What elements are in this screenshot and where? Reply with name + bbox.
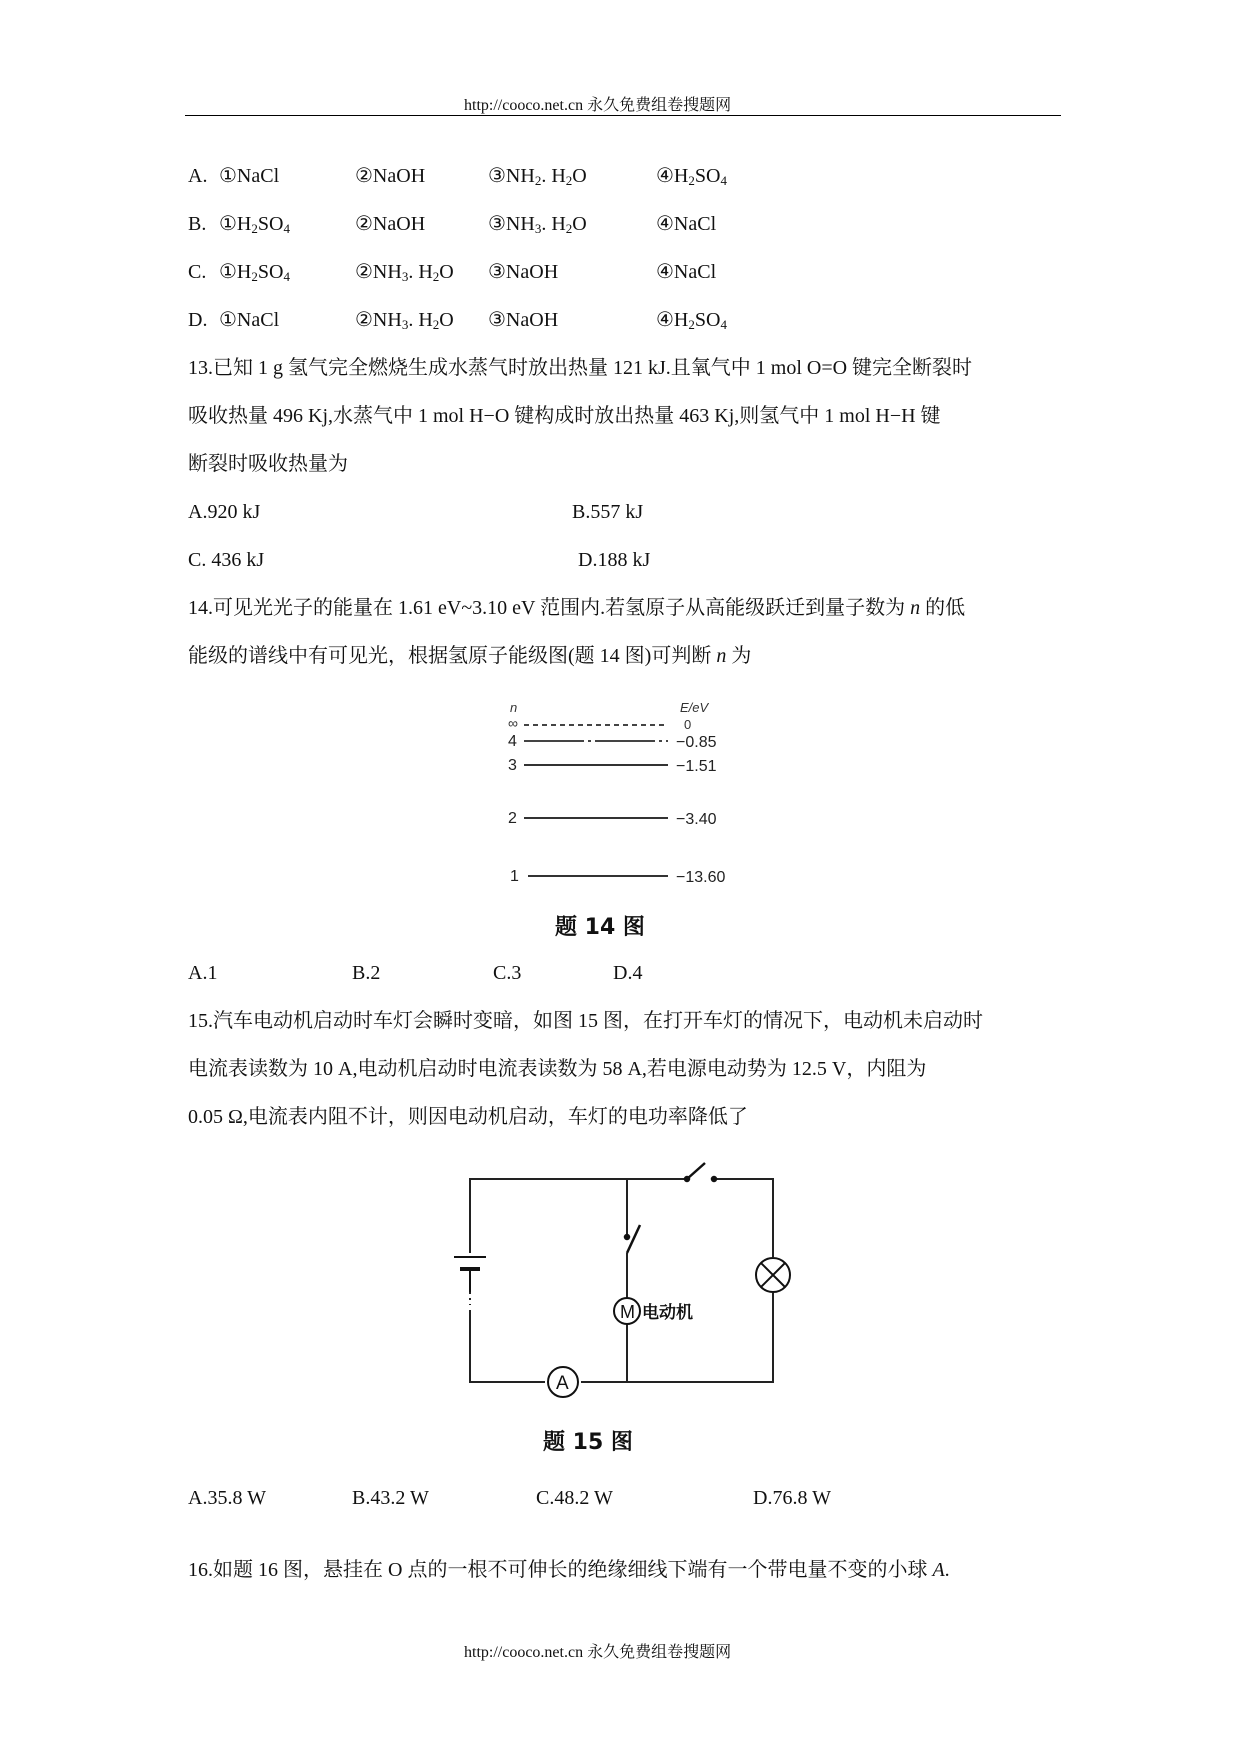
q12-a-c3: $③NH_2$. $H_2O$: [488, 165, 587, 188]
q12-b-c4: ④NaCl: [656, 213, 717, 235]
circuit-wires: [470, 1179, 773, 1382]
n-axis-label: n: [510, 700, 518, 715]
q13-option-b: B.557 kJ: [572, 501, 644, 523]
battery-icon: [454, 1257, 486, 1292]
q15-option-c: C.48.2 W: [536, 1487, 613, 1509]
circuit-diagram: [450, 1145, 800, 1415]
level-2-n: 2: [508, 810, 517, 827]
option-letter: A.: [188, 165, 208, 187]
q12-a-c1: ①NaCl: [219, 165, 280, 187]
q13-text-line3: 断裂时吸收热量为: [188, 453, 348, 475]
lamp-icon: [756, 1258, 790, 1292]
q14-option-a: A.1: [188, 962, 218, 984]
energy-level-diagram: [500, 690, 760, 935]
q15-option-b: B.43.2 W: [352, 1487, 429, 1509]
q13-text-line2: 吸收热量 496 Kj,水蒸气中 1 mol H−O 键构成时放出热量 463 Kj,则氢气中 1 mol H−H 键: [188, 405, 941, 427]
page-footer: http://cooco.net.cn 永久免费组卷搜题网: [464, 1644, 732, 1661]
q12-option-a: [188, 166, 207, 186]
page-header: http://cooco.net.cn 永久免费组卷搜题网: [464, 97, 732, 114]
q14-text-line2: 能级的谱线中有可见光，根据氢原子能级图(题 14 图)可判断 n 为: [188, 645, 752, 667]
q12-d-c4: $④H_2SO_4$: [656, 309, 727, 332]
energy-axis-label: E/eV: [680, 700, 709, 715]
q12-d-c1: ①NaCl: [219, 309, 280, 331]
q15-text-line1: 15.汽车电动机启动时车灯会瞬时变暗，如图 15 图，在打开车灯的情况下，电动机未启动时: [188, 1010, 983, 1032]
level-inf-n: ∞: [508, 715, 518, 731]
q15-text-line3: 0.05 Ω,电流表内阻不计，则因电动机启动，车灯的电功率降低了: [188, 1106, 748, 1128]
level-1-n: 1: [510, 868, 519, 885]
q12-c-c2: $②NH_3$. $H_2O$: [355, 261, 454, 284]
lamp-switch-icon: [685, 1163, 716, 1181]
q14-option-b: B.2: [352, 962, 381, 984]
q13-option-d: D.188 kJ: [578, 549, 651, 571]
q12-b-c2: ②NaOH: [355, 213, 426, 235]
motor-symbol: M: [620, 1302, 635, 1322]
q14-option-c: C.3: [493, 962, 522, 984]
q12-a-c4: $④H_2SO_4$: [656, 165, 727, 188]
ammeter-symbol: A: [556, 1373, 569, 1394]
motor-label: 电动机: [642, 1303, 693, 1323]
level-3-energy: −1.51: [676, 758, 717, 775]
level-3-n: 3: [508, 757, 517, 774]
q12-d-c3: ③NaOH: [488, 309, 559, 331]
q12-option-d: D.: [188, 309, 208, 331]
q14-text-line1: 14.可见光光子的能量在 1.61 eV~3.10 eV 范围内.若氢原子从高能级跃迁到量子数为 n 的低: [188, 597, 966, 619]
q12-c-c1: $①H_2SO_4$: [219, 261, 290, 284]
level-inf-energy: 0: [684, 717, 692, 732]
motor-icon: [614, 1298, 640, 1324]
q12-c-c3: ③NaOH: [488, 261, 559, 283]
q13-text-line1: 13.已知 1 g 氢气完全燃烧生成水蒸气时放出热量 121 kJ.且氧气中 1 mol O=O 键完全断裂时: [188, 357, 973, 379]
level-4-n: 4: [508, 733, 517, 750]
ammeter-icon: [548, 1367, 578, 1397]
q15-option-d: D.76.8 W: [753, 1487, 831, 1509]
q12-option-b: B.: [188, 213, 207, 235]
q13-option-a: A.920 kJ: [188, 501, 261, 523]
q12-c-c4: ④NaCl: [656, 261, 717, 283]
q12-a-c2: ②NaOH: [355, 165, 426, 187]
header-rule: [185, 115, 1061, 116]
q16-text-line1: 16.如题 16 图，悬挂在 O 点的一根不可伸长的绝缘细线下端有一个带电量不变的小球 A.: [188, 1559, 950, 1581]
level-2-energy: −3.40: [676, 811, 717, 828]
q12-b-c1: $①H_2SO_4$: [219, 213, 290, 236]
q12-d-c2: $②NH_3$. $H_2O$: [355, 309, 454, 332]
q15-text-line2: 电流表读数为 10 A,电动机启动时电流表读数为 58 A,若电源电动势为 12.5 V，内阻为: [188, 1058, 927, 1080]
figure-15-caption: 题 15 图: [543, 1430, 633, 1455]
level-4-energy: −0.85: [676, 734, 717, 751]
level-1-energy: −13.60: [676, 869, 726, 886]
q12-b-c3: $③NH_3$. $H_2O$: [488, 213, 587, 236]
q14-option-d: D.4: [613, 962, 643, 984]
q13-option-c: C. 436 kJ: [188, 549, 265, 571]
q15-option-a: A.35.8 W: [188, 1487, 266, 1509]
figure-14-caption: 题 14 图: [555, 915, 645, 940]
q12-option-c: C.: [188, 261, 207, 283]
